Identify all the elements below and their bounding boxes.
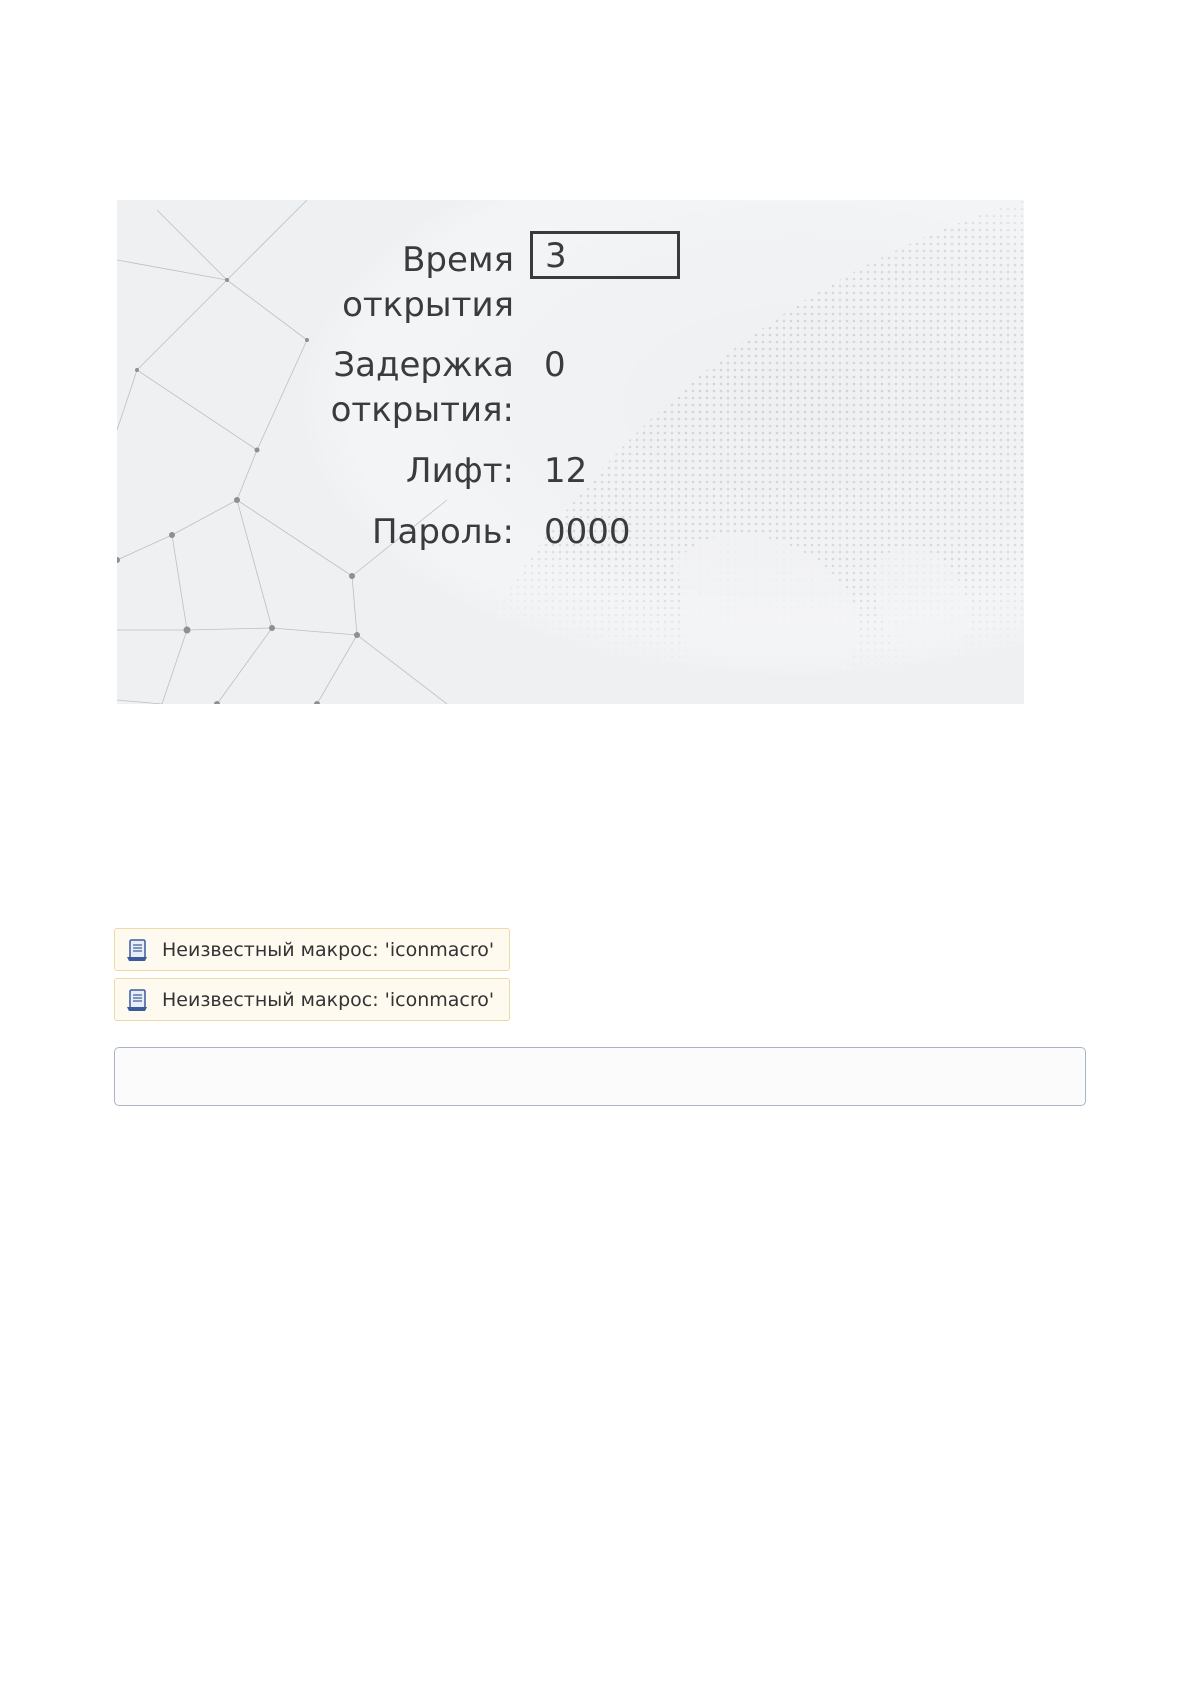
settings-form <box>117 200 1024 704</box>
lift-label: Лифт: <box>406 451 514 491</box>
document-icon <box>124 987 150 1013</box>
open-time-label-line1: Время <box>402 240 514 280</box>
password-label: Пароль: <box>371 512 514 552</box>
lift-value[interactable]: 12 <box>544 451 588 491</box>
macro-warning <box>114 928 510 971</box>
open-delay-value[interactable]: 0 <box>544 345 566 385</box>
password-value[interactable]: 0000 <box>544 512 631 552</box>
document-icon <box>124 937 150 963</box>
empty-panel <box>114 1047 1086 1106</box>
macro-warning-text: Неизвестный макрос: 'iconmacro' <box>162 938 495 961</box>
macro-warning <box>114 978 510 1021</box>
open-time-label-line2: открытия <box>342 285 514 325</box>
macro-warning-text: Неизвестный макрос: 'iconmacro' <box>162 988 495 1011</box>
open-delay-label-line2: открытия: <box>330 390 514 430</box>
open-time-input[interactable]: 3 <box>530 231 680 279</box>
open-delay-label-line1: Задержка <box>333 345 514 385</box>
device-screenshot <box>117 200 1024 704</box>
